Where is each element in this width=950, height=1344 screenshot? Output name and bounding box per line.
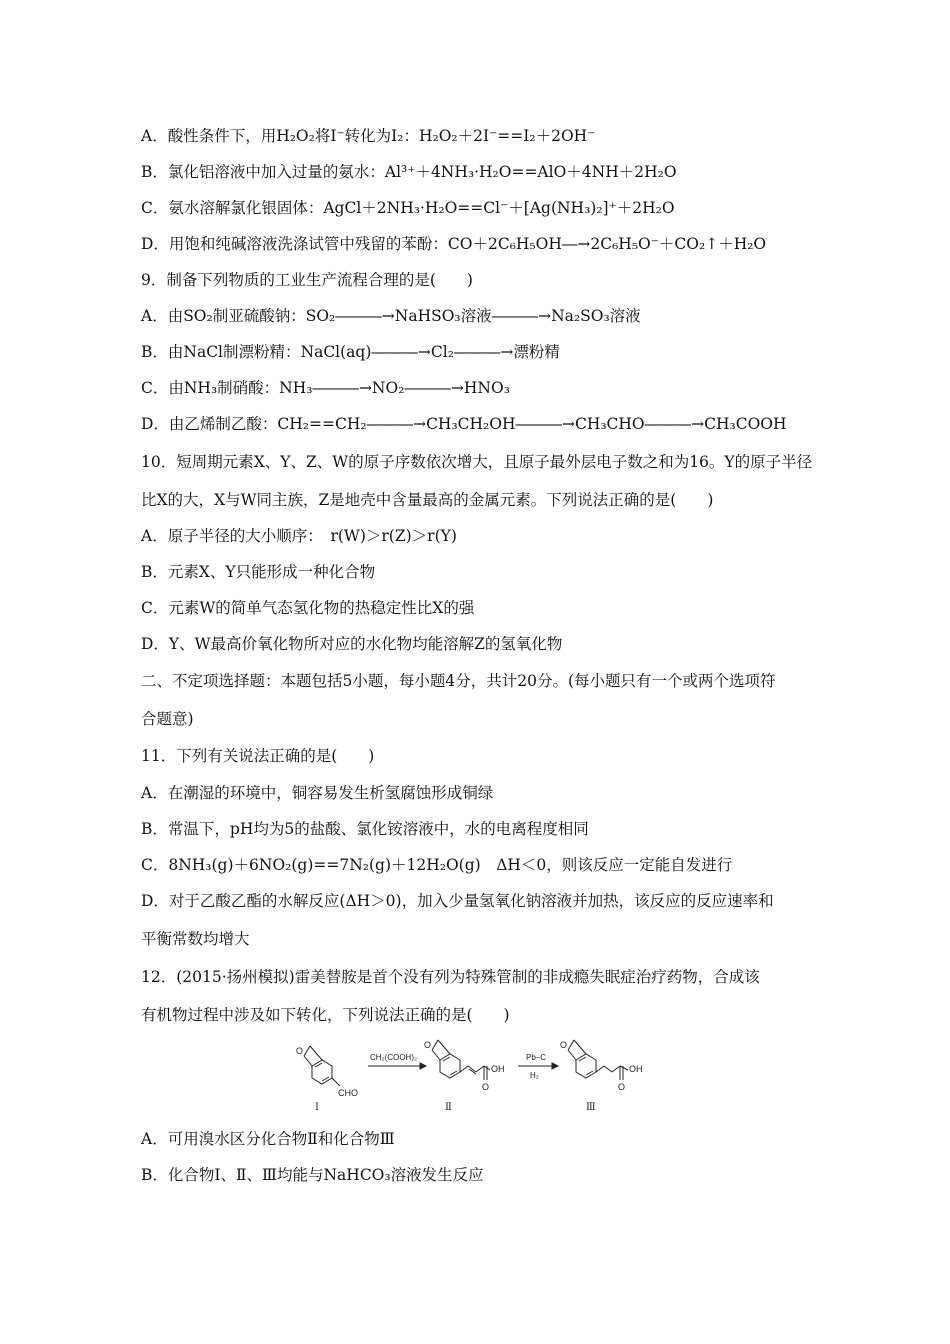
compound-1-structure	[304, 1046, 340, 1086]
reagent-1: CH₂(COOH)₂	[370, 1053, 418, 1062]
option-8c: C．氨水溶解氯化银固体：AgCl＋2NH₃·H₂O==Cl⁻＋[Ag(NH₃)₂]⁺＋2H₂O	[141, 199, 675, 217]
compound-3-carbonyl-oxygen: O	[618, 1082, 626, 1092]
question-12-line2: 有机物过程中涉及如下转化，下列说法正确的是( )	[141, 1006, 510, 1024]
question-10-line2: 比X的大，X与W同主族，Z是地壳中含量最高的金属元素。下列说法正确的是( )	[141, 491, 714, 509]
option-11d-line2: 平衡常数均增大	[141, 930, 250, 948]
option-10a: A．原子半径的大小顺序： r(W)＞r(Z)＞r(Y)	[141, 527, 457, 545]
section-two-heading-line1: 二、不定项选择题：本题包括5小题，每小题4分，共计20分。(每小题只有一个或两个选项符	[141, 672, 776, 690]
compound-2-structure	[432, 1040, 490, 1080]
option-11b: B．常温下，pH均为5的盐酸、氯化铵溶液中，水的电离程度相同	[141, 820, 589, 838]
reaction-scheme	[290, 1036, 680, 1116]
compound-3-structure	[568, 1040, 628, 1080]
option-9b: B．由NaCl制漂粉精：NaCl(aq)―――→Cl₂―――→漂粉精	[141, 343, 560, 361]
section-two-heading-line2: 合题意)	[141, 710, 194, 728]
question-12-line1: 12．(2015·扬州模拟)雷美替胺是首个没有列为特殊管制的非成瘾失眠症治疗药物，合成该	[141, 968, 760, 986]
compound-2-ring-oxygen: O	[424, 1040, 432, 1050]
question-11: 11．下列有关说法正确的是( )	[141, 747, 375, 765]
option-11d-line1: D．对于乙酸乙酯的水解反应(ΔH＞0)，加入少量氢氧化钠溶液并加热，该反应的反应速率和	[141, 892, 774, 910]
compound-3-ring-oxygen: O	[560, 1040, 568, 1050]
option-9d: D．由乙烯制乙酸：CH₂==CH₂―――→CH₃CH₂OH―――→CH₃CHO―――→CH₃COOH	[141, 415, 787, 433]
compound-3-oh: OH	[629, 1064, 643, 1074]
option-9a: A．由SO₂制亚硫酸钠：SO₂―――→NaHSO₃溶液―――→Na₂SO₃溶液	[141, 307, 641, 325]
option-11c: C．8NH₃(g)＋6NO₂(g)==7N₂(g)＋12H₂O(g) ΔH＜0，则该反应一定能自发进行	[141, 856, 733, 874]
reagent-2-catalyst: Pb–C	[526, 1053, 547, 1062]
compound-3-label: Ⅲ	[586, 1102, 596, 1113]
question-10-line1: 10．短周期元素X、Y、Z、W的原子序数依次增大，且原子最外层电子数之和为16。Y的原子半径	[141, 453, 813, 471]
question-9: 9．制备下列物质的工业生产流程合理的是( )	[141, 271, 473, 289]
option-12b: B．化合物Ⅰ、Ⅱ、Ⅲ均能与NaHCO₃溶液发生反应	[141, 1166, 484, 1184]
option-12a: A．可用溴水区分化合物Ⅱ和化合物Ⅲ	[141, 1130, 395, 1148]
option-10d: D．Y、W最高价氧化物所对应的水化物均能溶解Z的氢氧化物	[141, 635, 563, 653]
option-8b: B．氯化铝溶液中加入过量的氨水：Al³⁺＋4NH₃·H₂O==AlO＋4NH＋2H₂O	[141, 163, 677, 181]
compound-2-label: Ⅱ	[445, 1102, 452, 1113]
compound-1-oxygen: O	[296, 1046, 304, 1056]
option-10b: B．元素X、Y只能形成一种化合物	[141, 563, 376, 581]
option-10c: C．元素W的简单气态氢化物的热稳定性比X的强	[141, 599, 475, 617]
compound-2-carbonyl-oxygen: O	[482, 1082, 490, 1092]
compound-1-cho: CHO	[338, 1088, 358, 1098]
compound-2-oh: OH	[491, 1064, 505, 1074]
option-9c: C．由NH₃制硝酸：NH₃―――→NO₂―――→HNO₃	[141, 379, 510, 397]
option-8a: A．酸性条件下，用H₂O₂将I⁻转化为I₂：H₂O₂＋2I⁻==I₂＋2OH⁻	[141, 127, 596, 145]
option-11a: A．在潮湿的环境中，铜容易发生析氢腐蚀形成铜绿	[141, 784, 494, 802]
reagent-2-hydrogen: H₂	[530, 1071, 539, 1080]
option-8d: D．用饱和纯碱溶液洗涤试管中残留的苯酚：CO＋2C₆H₅OH―→2C₆H₅O⁻＋CO₂↑＋H₂O	[141, 235, 767, 253]
compound-1-label: Ⅰ	[315, 1102, 319, 1113]
